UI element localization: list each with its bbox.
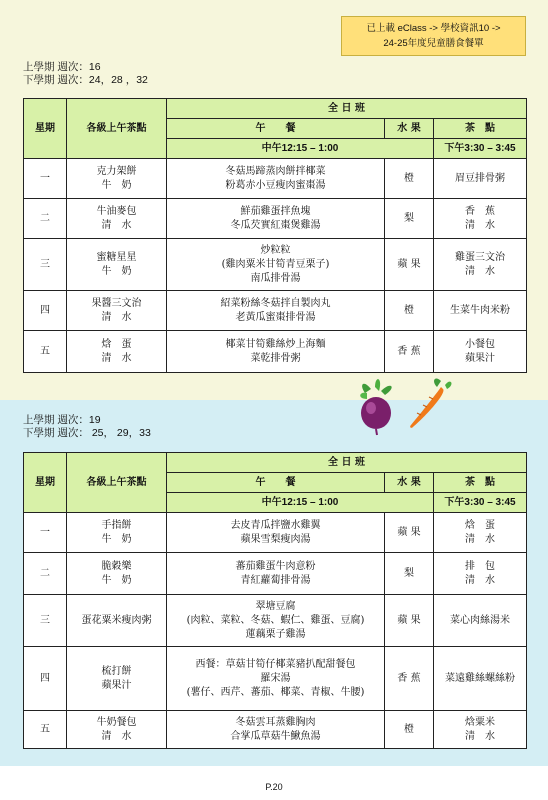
fruit-header: 水 果 [385,473,434,493]
table-row [24,553,527,595]
lunch-cell: 椰菜甘筍雞絲炒上海麵 菜乾排骨粥 [167,331,385,373]
table-row [24,647,527,711]
menu-table-2 [23,452,527,749]
lunch-header: 午 餐 [167,473,385,493]
fruit-cell: 梨 [385,553,434,595]
table-row [24,291,527,331]
pm-snack-header: 茶 點 [434,119,527,139]
pm-snack-cell: 排 包 清 水 [434,553,527,595]
table-row [24,595,527,647]
am-snack-cell: 果醬三文治 清 水 [67,291,167,331]
am-snack-cell: 牛奶餐包 清 水 [67,711,167,749]
fruit-header: 水 果 [385,119,434,139]
lunch-cell: 炒粒粒 (雞肉粟米甘筍青豆栗子) 南瓜排骨湯 [167,239,385,291]
lunch-cell: 去皮青瓜拌鹽水雞翼 蘋果雪梨瘦肉湯 [167,513,385,553]
am-snack-cell: 手指餅 牛 奶 [67,513,167,553]
fruit-cell: 蘋 果 [385,239,434,291]
table-row [24,159,527,199]
day-cell: 五 [24,711,67,749]
pm-snack-cell: 焓 蛋 清 水 [434,513,527,553]
week-info-1 [23,61,148,87]
day-cell: 二 [24,553,67,595]
week-line-second-term: 下學期 週次： 25， 29，33 [23,427,151,439]
am-snack-cell: 脆穀樂 牛 奶 [67,553,167,595]
pm-snack-header: 茶 點 [434,473,527,493]
am-snack-cell: 蛋花粟米瘦肉粥 [67,595,167,647]
pm-snack-cell: 菜遠雞絲螺絲粉 [434,647,527,711]
am-snack-cell: 牛油麥包 清 水 [67,199,167,239]
week-line-first-term: 上學期 週次：19 [23,414,101,426]
am-snack-cell: 梳打餅 蘋果汁 [67,647,167,711]
pm-snack-cell: 香 蕉 清 水 [434,199,527,239]
day-cell: 四 [24,647,67,711]
lunch-cell: 西餐：草菇甘筍仔椰菜豬扒配甜餐包 羅宋湯 (薯仔、西芹、蕃茄、椰菜、青椒、牛腰) [167,647,385,711]
fruit-cell: 橙 [385,711,434,749]
weekday-header: 星期 [24,99,67,159]
table-row [24,239,527,291]
pm-snack-cell: 眉豆排骨粥 [434,159,527,199]
table-row [24,331,527,373]
am-snack-cell: 克力架餅 牛 奶 [67,159,167,199]
lunch-cell: 蕃茄雞蛋牛肉意粉 青紅蘿蔔排骨湯 [167,553,385,595]
lunch-cell: 紹菜粉絲冬菇拌自製肉丸 老黃瓜蜜棗排骨湯 [167,291,385,331]
lunch-header: 午 餐 [167,119,385,139]
whole-day-header: 全 日 班 [167,99,527,119]
lunch-time: 中午12:15 – 1:00 [167,139,434,159]
beetroot-carrot-icon [355,375,455,437]
table-row [24,513,527,553]
day-cell: 三 [24,239,67,291]
day-cell: 二 [24,199,67,239]
pm-time: 下午3:30 – 3:45 [434,493,527,513]
fruit-cell: 蘋 果 [385,513,434,553]
fruit-cell: 橙 [385,159,434,199]
page-number: P.20 [265,782,283,792]
pm-snack-cell: 菜心肉絲湯米 [434,595,527,647]
pm-snack-cell: 生菜牛肉米粉 [434,291,527,331]
fruit-cell: 香 蕉 [385,331,434,373]
whole-day-header: 全 日 班 [167,453,527,473]
am-snack-header: 各級上午茶點 [67,99,167,159]
lunch-cell: 冬菇雲耳蒸雞胸肉 合掌瓜草菇牛鰍魚湯 [167,711,385,749]
day-cell: 四 [24,291,67,331]
am-snack-header: 各級上午茶點 [67,453,167,513]
week-line-second-term: 下學期 週次：24，28 ，32 [23,74,148,86]
pm-snack-cell: 雞蛋三文治 清 水 [434,239,527,291]
lunch-cell: 冬菇馬蹄蒸肉餅拌椰菜 粉葛赤小豆瘦肉蜜棗湯 [167,159,385,199]
menu-table-1 [23,98,527,373]
pm-snack-cell: 焓粟米 清 水 [434,711,527,749]
lunch-cell: 鮮茄雞蛋拌魚塊 冬瓜芡實紅棗煲雞湯 [167,199,385,239]
table-row [24,199,527,239]
week-info-2 [23,414,151,440]
am-snack-cell: 蜜糖星星 牛 奶 [67,239,167,291]
notice-line-2: 24-25年度兒童膳食餐單 [383,38,484,49]
fruit-cell: 香 蕉 [385,647,434,711]
fruit-cell: 蘋 果 [385,595,434,647]
day-cell: 五 [24,331,67,373]
am-snack-cell: 焓 蛋 清 水 [67,331,167,373]
day-cell: 一 [24,159,67,199]
pm-snack-cell: 小餐包 蘋果汁 [434,331,527,373]
day-cell: 三 [24,595,67,647]
weekday-header: 星期 [24,453,67,513]
notice-line-1: 已上載 eClass -> 學校資訊10 -> [366,23,501,34]
fruit-cell: 梨 [385,199,434,239]
table-row [24,711,527,749]
lunch-cell: 翠塘豆腐 (肉粒、菜粒、冬菇、蝦仁、雞蛋、豆腐) 蓮藕栗子雞湯 [167,595,385,647]
fruit-cell: 橙 [385,291,434,331]
week-line-first-term: 上學期 週次：16 [23,61,101,73]
lunch-time: 中午12:15 – 1:00 [167,493,434,513]
day-cell: 一 [24,513,67,553]
eclass-notice-box [341,16,526,56]
pm-time: 下午3:30 – 3:45 [434,139,527,159]
